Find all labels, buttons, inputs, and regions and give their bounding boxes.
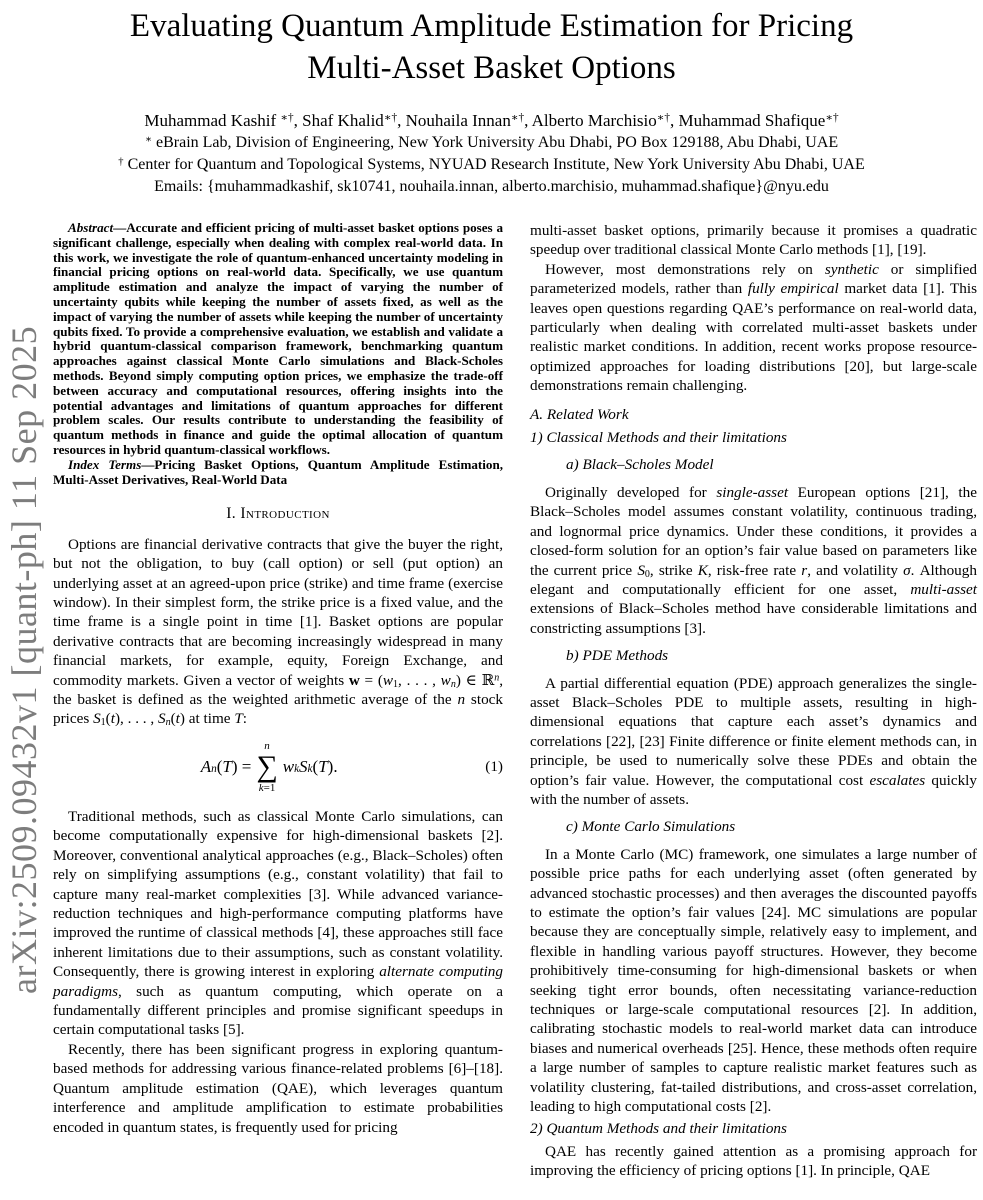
intro-paragraph-1: Options are financial derivative contracts that give the buyer the right, but not the obligation, to buy (call option) or sell (put option) an underlying asset at an agreed-upon price (strike) and time frame (exercise window). In their simplest form, the strike price is a fixed value, and the time frame is a single point in time [1]. Basket options are popular derivative contracts that are becoming increasingly widespread in many financial markets, for example, equity, Foreign Exchange, and commodity markets. Given a vector of weights $w = (w_1$, . . . , $w_n$) ∈ ℝ$^n$, the basket is defined as the weighted arithmetic average of the n stock prices $S_1(t)$, . . . , $S_n(t)$ at time T: [53, 535, 504, 729]
two-column-body [53, 220, 978, 1181]
black-scholes-paragraph: Originally developed for single-asset European options [21], the Black–Scholes model assumes constant volatility, continuous trading, and lognormal price dynamics. Under these conditions, it provides a closed-form solution for an option’s fair value based on parameters like the current price $S_0$, strike K, risk-free rate r, and volatility σ. Although elegant and computationally efficient for one asset, multi-asset extensions of Black–Scholes method have considerable limitations and constricting assumptions [3]. [530, 483, 977, 637]
quantum-methods-heading: 2) Quantum Methods and their limitations [530, 1120, 787, 1138]
equation-1 [53, 740, 503, 794]
affiliation-cqts: † Center for Quantum and Topological Systems, NYUAD Research Institute, New York University Abu Dhabi, UAE [118, 156, 865, 173]
continuation-paragraph: multi-asset basket options, primarily because it promises a quadratic speedup over traditional classical Monte Carlo methods [1], [19]. [530, 222, 977, 259]
summation-symbol [256, 740, 277, 794]
equation-rhs: w k S k ( T ). [282, 757, 338, 777]
monte-carlo-heading: c) Monte Carlo Simulations [566, 818, 736, 836]
summation-upper-limit: n [264, 739, 270, 752]
pde-methods-heading: b) PDE Methods [566, 647, 669, 665]
section-heading-introduction: I. Introduction [226, 505, 330, 523]
summation-lower-limit: k=1 [258, 781, 276, 794]
monte-carlo-paragraph: In a Monte Carlo (MC) framework, one simulates a large number of possible price paths for each underlying asset (often generated by advanced stochastic processes) and then averages the discounted payoffs to estimate the option’s fair values [24]. MC simulations are popular because they are conceptually simple, relatively easy to implement, and flexible in handling various payoff structures. However, they become prohibitively time-consuming for high-dimensional baskets or when seeking tight error bounds, often necessitating variance-reduction techniques or large-scale computational resources [2]. In addition, calibrating stochastic models to real-world market data can introduce biases and numerical overheads [25]. Hence, these methods often require a large number of samples to capture realistic market features such as volatility clustering, fat-tailed distributions, and cross-asset correlation, leading to high computational costs [2]. [530, 845, 977, 1116]
quantum-methods-paragraph: QAE has recently gained attention as a promising approach for improving the efficiency of pricing options [1]. In principle, QAE [530, 1142, 977, 1180]
equation-number: (1) [485, 758, 503, 776]
index-terms-paragraph: Index Terms—Pricing Basket Options, Quantum Amplitude Estimation, Multi-Asset Derivatives, Real-World Data [53, 456, 503, 487]
emails-line: Emails: {muhammadkashif, sk10741, nouhaila.innan, alberto.marchisio, muhammad.shafique}@nyu.edu [154, 178, 829, 195]
title-line-1: Evaluating Quantum Amplitude Estimation for Pricing [129, 8, 854, 44]
equation-body [53, 740, 485, 794]
abstract-paragraph: Abstract—Accurate and efficient pricing of multi-asset basket options poses a significant challenge, especially when dealing with complex real-world data. In this work, we investigate the role of quantum-enhanced uncertainty modeling in financial pricing options on real-world data. Specifically, we use quantum amplitude estimation and analyze the impact of varying the number of uncertainty qubits while keeping the number of assets fixed, as well as the impact of varying the number of assets while keeping the number of uncertainty qubits fixed. To provide a comprehensive evaluation, we establish and validate a hybrid quantum-classical comparison framework, benchmarking quantum approaches against classical Monte Carlo simulations and Black-Scholes methods. Beyond simply computing option prices, we emphasize the trade-off between accuracy and computational resources, offering insights into the potential advantages and limitations of quantum approaches for different problem scales. Our results contribute to understanding the feasibility of quantum methods in finance and guide the optimal allocation of quantum resources in hybrid quantum-classical workflows. [53, 220, 503, 457]
affiliation-ebrain-lab: ∗ eBrain Lab, Division of Engineering, New York University Abu Dhabi, PO Box 129188, Abu Dhabi, UAE [144, 134, 839, 151]
paper-title [0, 5, 983, 89]
demonstrations-paragraph: However, most demonstrations rely on synthetic or simplified parameterized models, rather than fully empirical market data [1]. This leaves open questions regarding QAE’s performance on real-world data, particularly when dealing with correlated multi-asset baskets under realistic market conditions. In addition, recent works propose resource-optimized approaches for loading distributions [20], but large-scale demonstrations remain challenging. [530, 260, 978, 395]
title-line-2: Multi-Asset Basket Options [307, 50, 676, 86]
arxiv-watermark: arXiv:2509.09432v1 [quant-ph] 11 Sep 2025 [4, 325, 44, 994]
classical-methods-heading: 1) Classical Methods and their limitations [530, 429, 787, 447]
sigma-glyph: ∑ [256, 749, 278, 783]
paper-header [0, 0, 983, 198]
intro-paragraph-3: Recently, there has been significant progress in exploring quantum-based methods for addressing various finance-related problems [6]–[18]. Quantum amplitude estimation (QAE), which leverages quantum interference and amplitude amplification to estimate probabilities encoded in quantum states, is frequently used for pricing [53, 1040, 503, 1136]
black-scholes-heading: a) Black–Scholes Model [566, 456, 714, 474]
equation-lhs: A n ( T ) = [200, 757, 252, 777]
related-work-heading: A. Related Work [530, 405, 629, 423]
pde-paragraph: A partial differential equation (PDE) approach generalizes the single-asset Black–Scholes PDE to multiple assets, resulting in high-dimensional equations that capture each asset’s dynamics and correlations [22], [23] Finite difference or finite element methods can, in principle, be used to numerically solve these PDEs and obtain the option’s fair value. However, the computational cost escalates quickly with the number of assets. [530, 674, 977, 808]
left-column [53, 221, 503, 1181]
intro-paragraph-2: Traditional methods, such as classical Monte Carlo simulations, can become computationally expensive for high-dimensional baskets [2]. Moreover, conventional analytical approaches (e.g., Black–Scholes) often rely on simplifying assumptions (e.g., constant volatility) that fail to capture many real-market complexities [3]. While advanced variance-reduction techniques and high-performance computing platforms have improved the runtime of classical methods [4], these approaches still face inherent limitations due to their assumptions, such as constant volatility. Consequently, there is growing interest in exploring alternate computing paradigms, such as quantum computing, which operate on a fundamentally different principles and promise significant speedups in certain computational tasks [5]. [53, 808, 503, 1039]
authors-line: Muhammad Kashif ∗†, Shaf Khalid∗†, Nouhaila Innan∗†, Alberto Marchisio∗†, Muhammad Shafique∗† [144, 111, 839, 130]
right-column [530, 221, 977, 1181]
